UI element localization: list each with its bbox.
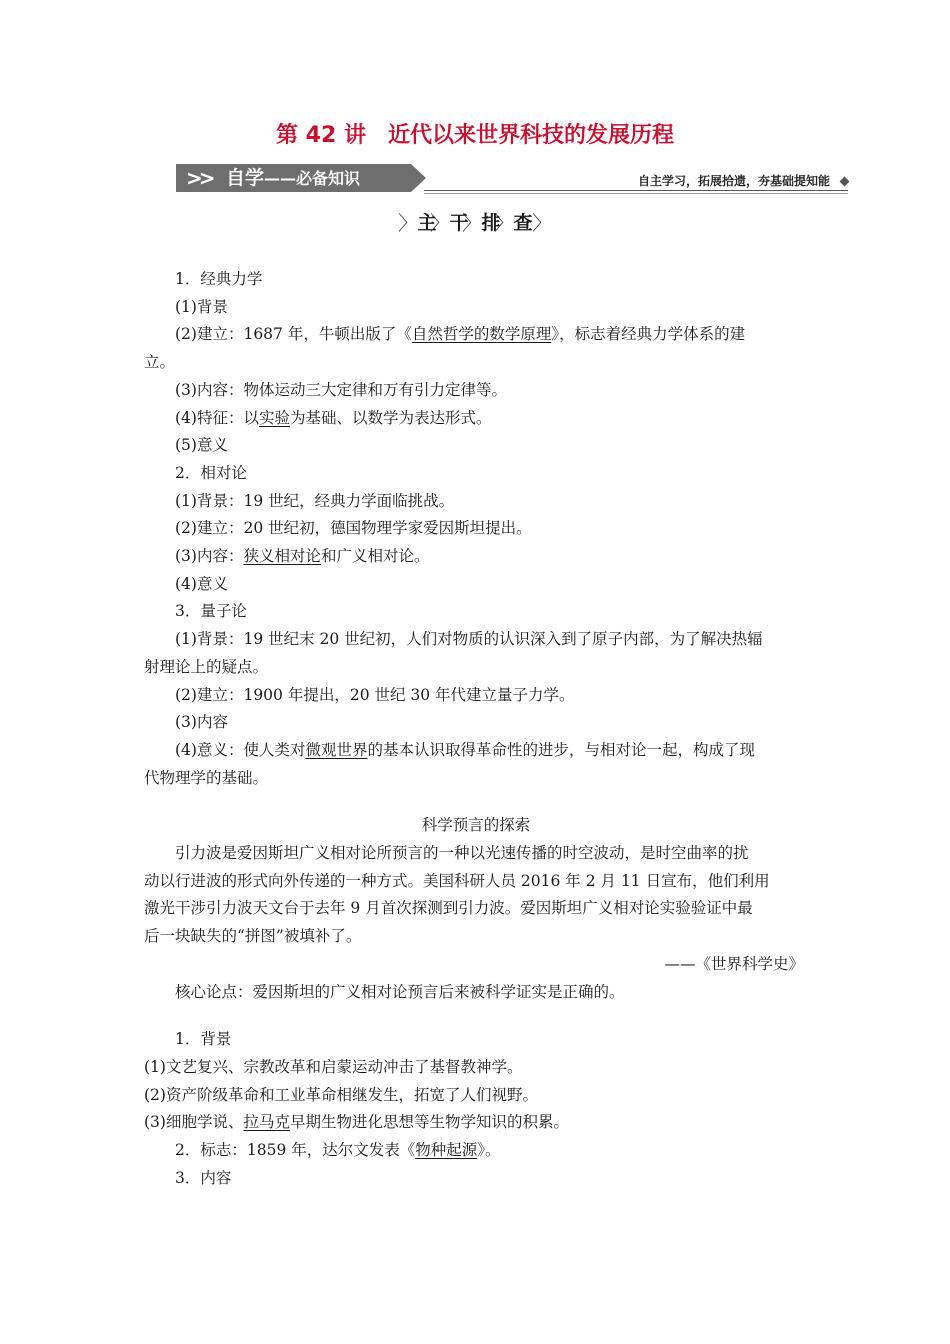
banner-rule-secondary (424, 193, 848, 194)
sub-header (0, 208, 950, 238)
box-paragraph: 引力波是爱因斯坦广义相对论所预言的一种以光速传播的时空波动，是时空曲率的扰 (175, 844, 749, 863)
section-heading: 2．标志：1859 年，达尔文发表《物种起源》。 (175, 1141, 501, 1160)
paragraph: (5)意义 (175, 436, 228, 455)
sub-header-char: 〉 干 (444, 208, 474, 238)
paragraph: (3)内容：物体运动三大定律和万有引力定律等。 (175, 380, 507, 399)
paragraph: (4)意义：使人类对微观世界的基本认识取得革命性的进步，与相对论一起，构成了现 (175, 740, 755, 759)
banner-label-main: 自学 (226, 167, 265, 189)
box-paragraph: 后一块缺失的“拼图”被填补了。 (144, 927, 362, 946)
underlined-term: 狭义相对论 (243, 547, 321, 566)
underlined-term: 拉马克 (243, 1113, 290, 1132)
paragraph: (2)资产阶级革命和工业革命相继发生，拓宽了人们视野。 (144, 1085, 538, 1104)
section-heading: 2．相对论 (175, 463, 247, 482)
paragraph: (1)背景：19 世纪末 20 世纪初，人们对物质的认识深入到了原子内部，为了解决热辐 (175, 630, 763, 649)
paragraph-continuation: 射理论上的疑点。 (144, 657, 269, 676)
underlined-term: 物种起源 (415, 1141, 478, 1160)
banner-label-rest: ——必备知识 (264, 169, 361, 188)
sub-header-char: 〉 主 (412, 208, 442, 238)
section-banner (176, 164, 848, 194)
chevron-right-icon: >> (186, 166, 212, 190)
diamond-icon (840, 177, 850, 187)
paragraph: (4)特征：以实验为基础、以数学为表达形式。 (175, 408, 492, 427)
paragraph-continuation: 立。 (144, 353, 176, 372)
paragraph: (3)细胞学说、拉马克早期生物进化思想等生物学知识的积累。 (144, 1113, 569, 1132)
paragraph: (3)内容 (175, 713, 228, 732)
lecture-number: 第 42 讲 (276, 123, 366, 148)
box-paragraph: 动以行进波的形式向外传递的一种方式。美国科研人员 2016 年 2 月 11 日宣布，他们利用 (144, 871, 770, 890)
paragraph: (2)建立：20 世纪初，德国物理学家爱因斯坦提出。 (175, 519, 532, 538)
page-title (0, 118, 950, 149)
paragraph: (2)建立：1900 年提出，20 世纪 30 年代建立量子力学。 (175, 685, 575, 704)
paragraph-continuation: 代物理学的基础。 (144, 768, 269, 787)
underlined-term: 自然哲学的数学原理 (411, 325, 552, 344)
section-heading: 3．内容 (175, 1168, 232, 1187)
paragraph: (1)背景：19 世纪，经典力学面临挑战。 (175, 491, 455, 510)
core-point: 核心论点：爱因斯坦的广义相对论预言后来被科学证实是正确的。 (175, 982, 625, 1001)
banner-label (226, 164, 360, 192)
banner-rule (424, 190, 848, 191)
underlined-term: 实验 (258, 408, 290, 427)
document-body (144, 266, 808, 1193)
sub-header-char: 〉 查 〉 (508, 208, 538, 238)
box-source: ——《世界科学史》 (664, 954, 804, 973)
section-heading: 1．背景 (175, 1030, 232, 1049)
paragraph: (3)内容：狭义相对论和广义相对论。 (175, 547, 430, 566)
banner-slogan: 自主学习，拓展拾遗，夯基础提知能 (637, 174, 830, 188)
box-paragraph: 激光干涉引力波天文台于去年 9 月首次探测到引力波。爱因斯坦广义相对论实验验证中最 (144, 899, 753, 918)
lecture-topic: 近代以来世界科技的发展历程 (387, 123, 674, 148)
box-title: 科学预言的探索 (421, 816, 531, 835)
paragraph: (1)文艺复兴、宗教改革和启蒙运动冲击了基督教神学。 (144, 1057, 523, 1076)
underlined-term: 微观世界 (305, 740, 368, 759)
section-heading: 3．量子论 (175, 602, 247, 621)
paragraph: (1)背景 (175, 297, 228, 316)
paragraph: (2)建立：1687 年，牛顿出版了《自然哲学的数学原理》，标志着经典力学体系的建 (175, 325, 746, 344)
paragraph: (4)意义 (175, 574, 228, 593)
section-heading: 1．经典力学 (175, 270, 263, 288)
sub-header-char: 〉 排 (476, 208, 506, 238)
